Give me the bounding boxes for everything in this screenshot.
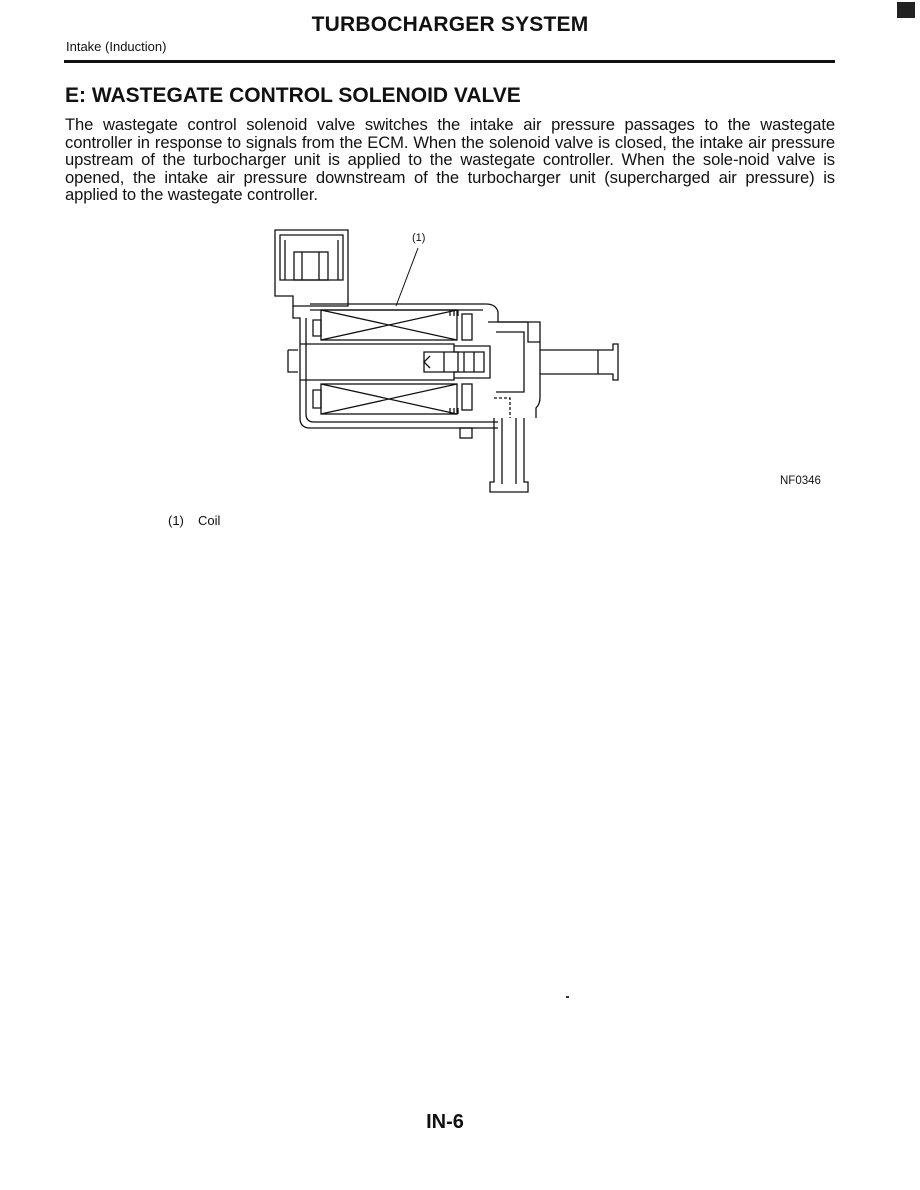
header-divider xyxy=(64,60,835,63)
legend-item xyxy=(168,513,220,528)
scan-artifact-dot xyxy=(566,996,569,998)
section-paragraph: The wastegate control solenoid valve switches the intake air pressure passages to the wastegate controller in response to signals from the ECM. When the solenoid valve is closed, the intake air pressure upstream of the turbocharger unit is applied to the wastegate controller. When the sole-noid valve is opened, the intake air pressure downstream of the turbocharger unit (supercharged air pressure) is applied to the wastegate controller. xyxy=(65,115,835,205)
solenoid-valve-diagram xyxy=(258,222,638,500)
page-header-subtitle: Intake (Induction) xyxy=(66,39,167,54)
page-number: IN-6 xyxy=(426,1111,464,1133)
section-title: E: WASTEGATE CONTROL SOLENOID VALVE xyxy=(65,84,521,107)
page-header-title: TURBOCHARGER SYSTEM xyxy=(311,13,589,36)
legend-item-number: (1) xyxy=(168,513,184,528)
figure-code: NF0346 xyxy=(780,475,821,487)
legend-item-label: Coil xyxy=(198,513,221,528)
callout-coil-label: (1) xyxy=(412,232,426,244)
